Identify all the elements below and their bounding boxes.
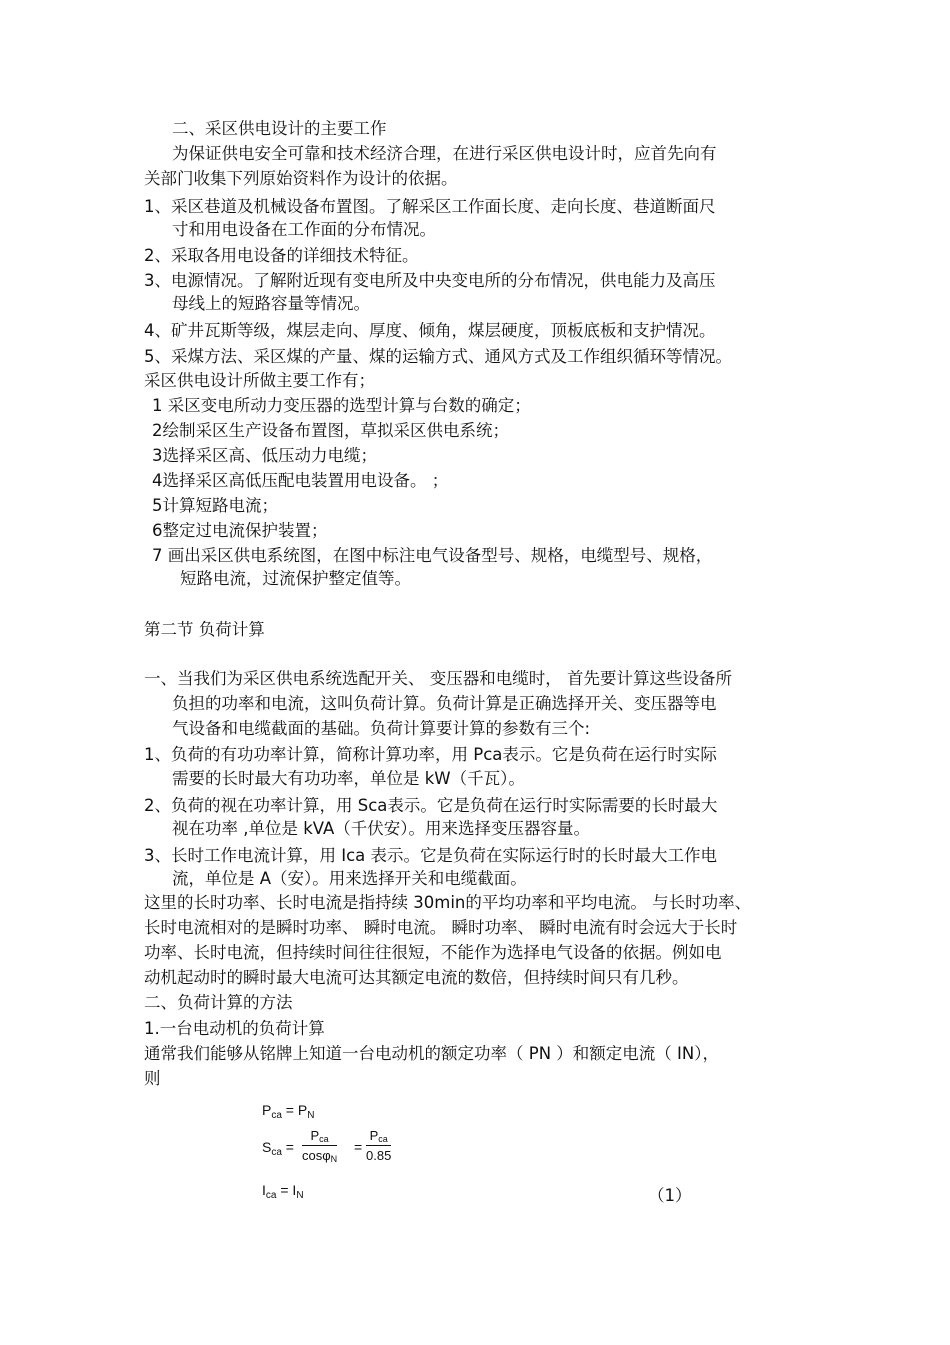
list-item: 2、负荷的视在功率计算，用 Sca表示。它是负荷在运行时实际需要的长时最大 bbox=[144, 796, 718, 815]
formula-sca-lhs: $S_{ca}$ = bbox=[262, 1139, 294, 1158]
formula-ica: $I_{ca} = I_N$ bbox=[262, 1182, 304, 1201]
paragraph-line: 负担的功率和电流，这叫负荷计算。负荷计算是正确选择开关、变压器等电 bbox=[172, 694, 717, 713]
list-item-continuation: 视在功率 ,单位是 kVA（千伏安）。用来选择变压器容量。 bbox=[172, 819, 591, 838]
paragraph-line: 通常我们能够从铭牌上知道一台电动机的额定功率（ PN ）和额定电流（ IN）， bbox=[144, 1044, 719, 1063]
formula-fraction-085: $P_{ca}$ 0.85 bbox=[366, 1128, 392, 1163]
list-item: 3、电源情况。了解附近现有变电所及中央变电所的分布情况，供电能力及高压 bbox=[144, 271, 716, 290]
list-item-continuation: 需要的长时最大有功功率，单位是 kW（千瓦）。 bbox=[172, 769, 525, 788]
paragraph-line: 则 bbox=[144, 1069, 161, 1088]
list-item: 1、负荷的有功功率计算，简称计算功率，用 Pca表示。它是负荷在运行时实际 bbox=[144, 745, 717, 764]
numbered-item: 1 采区变电所动力变压器的选型计算与台数的确定； bbox=[152, 396, 531, 415]
numbered-item: 2绘制采区生产设备布置图，草拟采区供电系统； bbox=[152, 421, 509, 440]
numbered-item: 7 画出采区供电系统图，在图中标注电气设备型号、规格，电缆型号、规格， bbox=[152, 546, 713, 565]
formula-pca: $P_{ca} = P_N$ bbox=[262, 1102, 315, 1121]
equation-number: （1） bbox=[648, 1186, 692, 1205]
paragraph-line: 为保证供电安全可靠和技术经济合理，在进行采区供电设计时，应首先向有 bbox=[172, 144, 717, 163]
paragraph-line: 这里的长时功率、长时电流是指持续 30min的平均功率和平均电流。 与长时功率、 bbox=[144, 893, 752, 912]
paragraph-line: 气设备和电缆截面的基础。负荷计算要计算的参数有三个: bbox=[172, 719, 591, 738]
list-item: 5、采煤方法、采区煤的产量、煤的运输方式、通风方式及工作组织循环等情况。 bbox=[144, 347, 732, 366]
paragraph-line: 动机起动时的瞬时最大电流可达其额定电流的数倍，但持续时间只有几秒。 bbox=[144, 968, 689, 987]
list-item: 3、长时工作电流计算，用 Ica 表示。它是负荷在实际运行时的长时最大工作电 bbox=[144, 846, 718, 865]
subsection-heading: 二、负荷计算的方法 bbox=[144, 993, 293, 1012]
subsection-heading: 1.一台电动机的负荷计算 bbox=[144, 1019, 325, 1038]
section-heading-load-calculation: 第二节 负荷计算 bbox=[144, 620, 265, 639]
formula-equals: = bbox=[354, 1139, 363, 1155]
list-item: 4、矿井瓦斯等级，煤层走向、厚度、倾角，煤层硬度，顶板底板和支护情况。 bbox=[144, 321, 716, 340]
list-item-continuation: 寸和用电设备在工作面的分布情况。 bbox=[172, 220, 436, 239]
numbered-item: 4选择采区高低压配电装置用电设备。 ； bbox=[152, 471, 449, 490]
paragraph-line: 长时电流相对的是瞬时功率、 瞬时电流。 瞬时功率、 瞬时电流有时会远大于长时 bbox=[144, 918, 738, 937]
list-item-continuation: 母线上的短路容量等情况。 bbox=[172, 294, 370, 313]
paragraph-line: 关部门收集下列原始资料作为设计的依据。 bbox=[144, 169, 458, 188]
paragraph-line: 采区供电设计所做主要工作有； bbox=[144, 371, 375, 390]
numbered-item: 5计算短路电流； bbox=[152, 496, 278, 515]
list-item: 2、采取各用电设备的详细技术特征。 bbox=[144, 246, 419, 265]
paragraph-line: 功率、长时电流，但持续时间往往很短，不能作为选择电气设备的依据。例如电 bbox=[144, 943, 722, 962]
section-heading-main-work: 二、采区供电设计的主要工作 bbox=[172, 119, 387, 138]
numbered-item: 6整定过电流保护装置； bbox=[152, 521, 328, 540]
numbered-item-continuation: 短路电流，过流保护整定值等。 bbox=[180, 569, 411, 588]
paragraph-line: 一、当我们为采区供电系统选配开关、 变压器和电缆时， 首先要计算这些设备所 bbox=[144, 669, 732, 688]
numbered-item: 3选择采区高、低压动力电缆； bbox=[152, 446, 377, 465]
formula-fraction-cos: $P_{ca}$ cosφ$_N$ bbox=[302, 1128, 338, 1164]
list-item: 1、采区巷道及机械设备布置图。了解采区工作面长度、走向长度、巷道断面尺 bbox=[144, 197, 716, 216]
list-item-continuation: 流，单位是 A（安）。用来选择开关和电缆截面。 bbox=[172, 869, 527, 888]
